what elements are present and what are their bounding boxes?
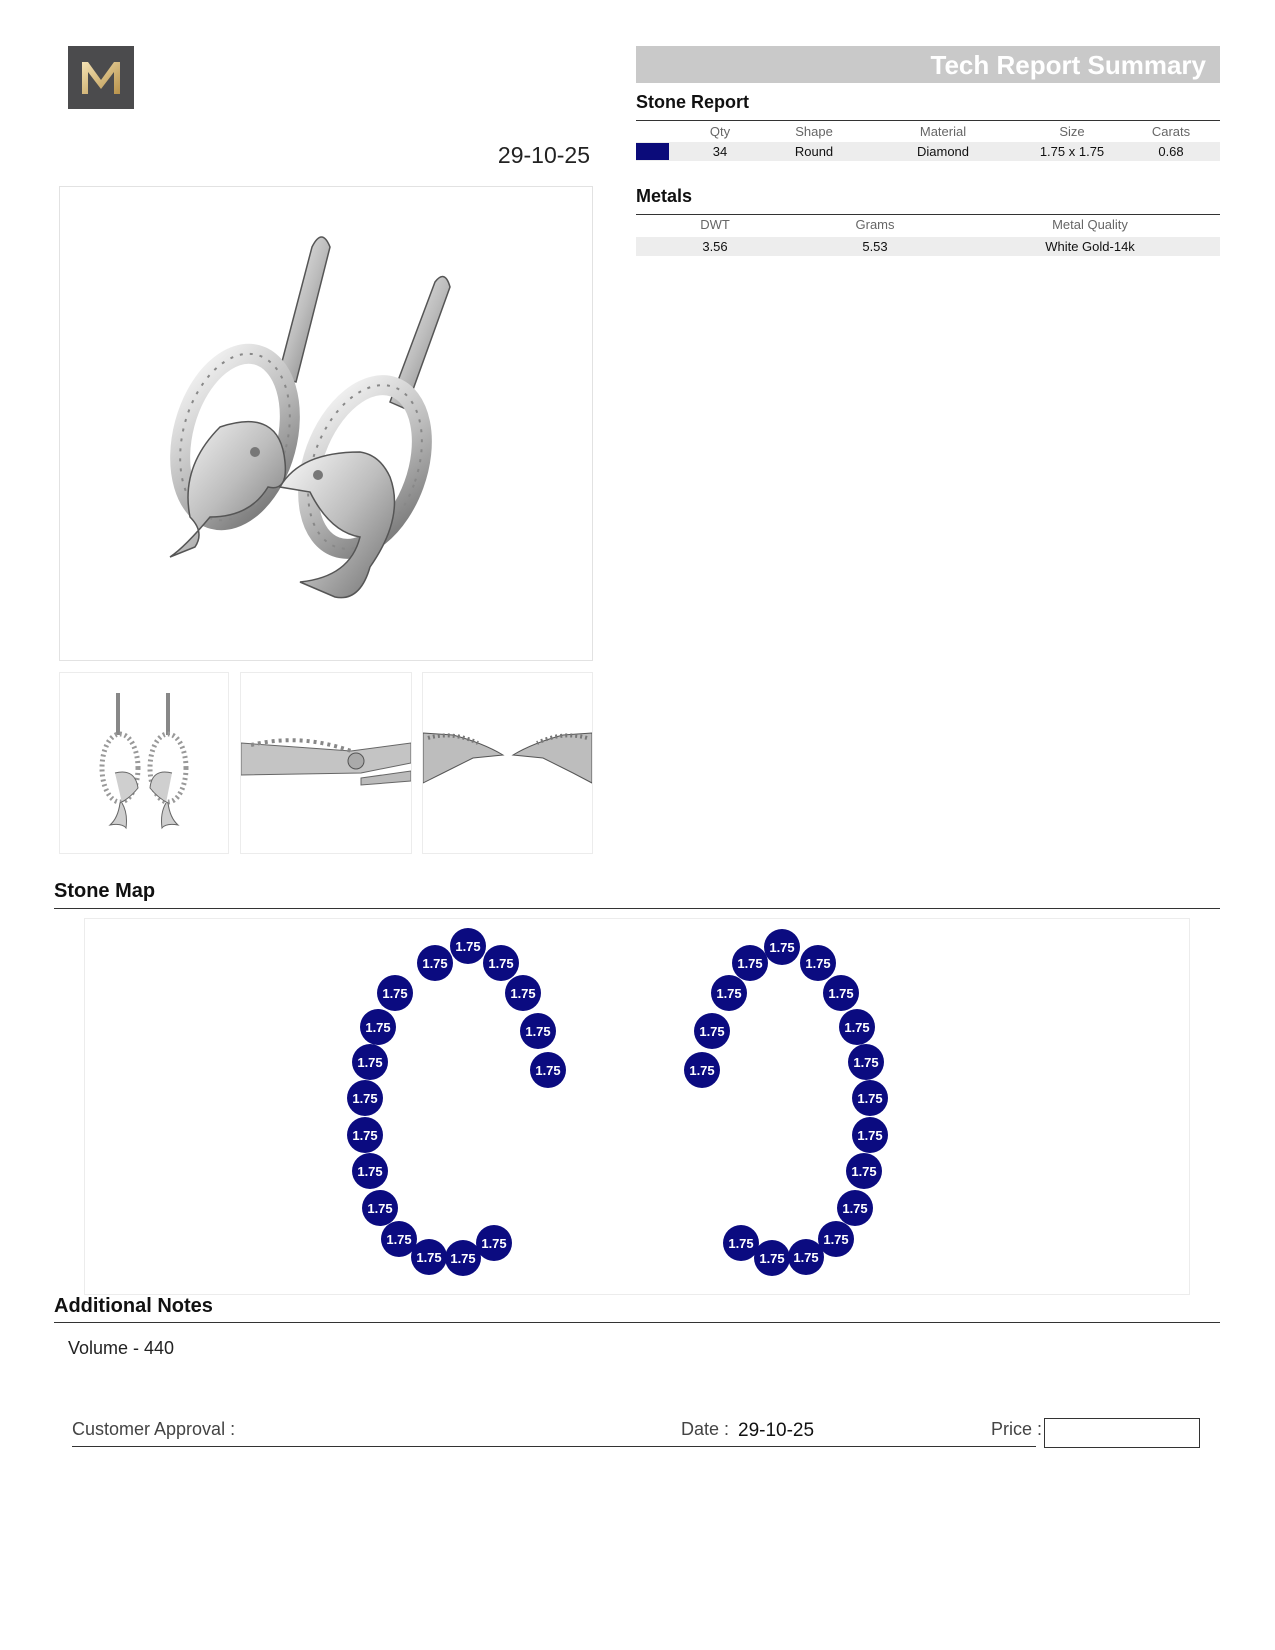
stone-size-label: 1.75 bbox=[535, 1063, 561, 1078]
stone-marker bbox=[377, 975, 413, 1011]
stone-size-label: 1.75 bbox=[851, 1164, 877, 1179]
stone-size-label: 1.75 bbox=[857, 1091, 883, 1106]
approval-date-value: 29-10-25 bbox=[738, 1420, 815, 1441]
stone-size-label: 1.75 bbox=[759, 1251, 785, 1266]
stone-size-label: 1.75 bbox=[737, 956, 763, 971]
stone-marker bbox=[360, 1009, 396, 1045]
stone-size-label: 1.75 bbox=[450, 1251, 476, 1266]
stone-size-label: 1.75 bbox=[481, 1236, 507, 1251]
stone-size-label: 1.75 bbox=[352, 1128, 378, 1143]
approval-date-label: Date : bbox=[681, 1419, 730, 1439]
stone-marker bbox=[800, 945, 836, 981]
stone-marker bbox=[445, 1240, 481, 1276]
stone-map-title: Stone Map bbox=[54, 880, 156, 902]
stone-map-diagram bbox=[84, 918, 1190, 1295]
stone-size-label: 1.75 bbox=[699, 1024, 725, 1039]
thumbnail-side-view[interactable] bbox=[240, 672, 412, 854]
additional-notes-divider bbox=[54, 1322, 1220, 1323]
stone-size-label: 1.75 bbox=[382, 986, 408, 1001]
stone-marker bbox=[732, 945, 768, 981]
stone-marker bbox=[530, 1052, 566, 1088]
stone-marker bbox=[505, 975, 541, 1011]
stone-marker bbox=[711, 975, 747, 1011]
stone-size-label: 1.75 bbox=[455, 939, 481, 954]
stone-size-label: 1.75 bbox=[365, 1020, 391, 1035]
stone-size-label: 1.75 bbox=[416, 1250, 442, 1265]
stone-shape: Round bbox=[794, 144, 834, 159]
stone-size-label: 1.75 bbox=[357, 1164, 383, 1179]
additional-notes-title: Additional Notes bbox=[54, 1295, 213, 1317]
metals-col-grams: Grams bbox=[855, 217, 895, 232]
metals-col-dwt: DWT bbox=[700, 217, 730, 232]
stone-size-label: 1.75 bbox=[689, 1063, 715, 1078]
stone-marker bbox=[764, 929, 800, 965]
stone-report-title: Stone Report bbox=[636, 92, 750, 112]
stone-size-label: 1.75 bbox=[488, 956, 514, 971]
stone-col-shape: Shape bbox=[795, 124, 833, 139]
stone-marker bbox=[352, 1153, 388, 1189]
stone-carats: 0.68 bbox=[1158, 144, 1184, 159]
stone-size-label: 1.75 bbox=[805, 956, 831, 971]
stone-size-label: 1.75 bbox=[510, 986, 536, 1001]
metals-col-quality: Metal Quality bbox=[1052, 217, 1128, 232]
stone-marker bbox=[818, 1221, 854, 1257]
product-render-main bbox=[59, 186, 593, 661]
stone-size: 1.75 x 1.75 bbox=[1039, 144, 1105, 159]
stone-marker bbox=[347, 1080, 383, 1116]
stone-size-label: 1.75 bbox=[857, 1128, 883, 1143]
stone-marker bbox=[694, 1013, 730, 1049]
thumbnail-front-view[interactable] bbox=[59, 672, 229, 854]
stone-report-divider bbox=[636, 120, 1220, 121]
stone-col-carats: Carats bbox=[1151, 124, 1191, 139]
stone-size-label: 1.75 bbox=[844, 1020, 870, 1035]
stone-size-label: 1.75 bbox=[352, 1091, 378, 1106]
stone-color-swatch bbox=[636, 143, 669, 160]
stone-size-label: 1.75 bbox=[716, 986, 742, 1001]
stone-marker bbox=[347, 1117, 383, 1153]
stone-marker bbox=[852, 1080, 888, 1116]
price-input[interactable] bbox=[1044, 1418, 1200, 1448]
metal-grams: 5.53 bbox=[862, 239, 888, 254]
stone-size-label: 1.75 bbox=[842, 1201, 868, 1216]
stone-marker bbox=[520, 1013, 556, 1049]
stone-marker bbox=[823, 975, 859, 1011]
stone-qty: 34 bbox=[712, 144, 728, 159]
stone-col-size: Size bbox=[1059, 124, 1085, 139]
metal-quality: White Gold-14k bbox=[1045, 239, 1135, 254]
stone-marker bbox=[411, 1239, 447, 1275]
stone-marker bbox=[846, 1153, 882, 1189]
metals-divider bbox=[636, 214, 1220, 215]
stone-size-label: 1.75 bbox=[823, 1232, 849, 1247]
thumbnail-top-view[interactable] bbox=[422, 672, 593, 854]
metal-dwt: 3.56 bbox=[702, 239, 728, 254]
stone-size-label: 1.75 bbox=[386, 1232, 412, 1247]
metals-title: Metals bbox=[636, 186, 693, 206]
stone-marker bbox=[352, 1044, 388, 1080]
report-title: Tech Report Summary bbox=[930, 50, 1206, 80]
stone-size-label: 1.75 bbox=[525, 1024, 551, 1039]
stone-size-label: 1.75 bbox=[357, 1055, 383, 1070]
notes-text: Volume - 440 bbox=[68, 1338, 175, 1358]
stone-map-divider bbox=[54, 908, 1220, 909]
stone-size-label: 1.75 bbox=[769, 940, 795, 955]
stone-size-label: 1.75 bbox=[367, 1201, 393, 1216]
customer-approval-label: Customer Approval : bbox=[72, 1419, 236, 1439]
stone-marker bbox=[417, 945, 453, 981]
stone-material: Diamond bbox=[916, 144, 970, 159]
stone-marker bbox=[754, 1240, 790, 1276]
stone-size-label: 1.75 bbox=[422, 956, 448, 971]
stone-marker bbox=[839, 1009, 875, 1045]
stone-marker bbox=[483, 945, 519, 981]
stone-marker bbox=[362, 1190, 398, 1226]
stone-size-label: 1.75 bbox=[728, 1236, 754, 1251]
stone-marker bbox=[788, 1239, 824, 1275]
report-title-bar bbox=[636, 46, 1220, 83]
stone-col-qty: Qty bbox=[709, 124, 731, 139]
stone-col-material: Material bbox=[919, 124, 967, 139]
stone-marker bbox=[381, 1221, 417, 1257]
stone-marker bbox=[684, 1052, 720, 1088]
approval-signature-line[interactable] bbox=[72, 1446, 1036, 1447]
company-logo bbox=[68, 46, 134, 109]
report-date: 29-10-25 bbox=[497, 142, 590, 168]
stone-marker bbox=[837, 1190, 873, 1226]
price-label: Price : bbox=[991, 1419, 1043, 1439]
stone-marker bbox=[450, 928, 486, 964]
stone-marker bbox=[852, 1117, 888, 1153]
stone-size-label: 1.75 bbox=[828, 986, 854, 1001]
stone-map-svg bbox=[85, 919, 1189, 1294]
stone-marker bbox=[476, 1225, 512, 1261]
stone-size-label: 1.75 bbox=[793, 1250, 819, 1265]
stone-marker bbox=[848, 1044, 884, 1080]
stone-size-label: 1.75 bbox=[853, 1055, 879, 1070]
stone-marker bbox=[723, 1225, 759, 1261]
